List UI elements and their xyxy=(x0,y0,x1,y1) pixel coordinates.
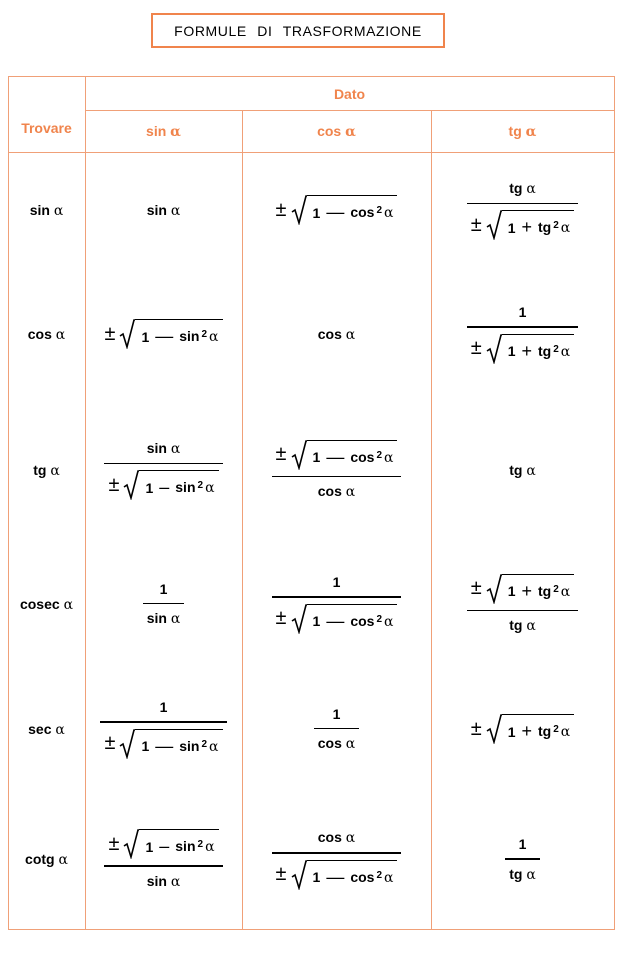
formula-cell xyxy=(242,540,431,668)
operator: — xyxy=(326,866,345,887)
operator: + xyxy=(521,217,533,238)
function-name: cos xyxy=(27,325,52,342)
operator: – xyxy=(159,836,170,857)
alpha-symbol: α xyxy=(560,583,571,600)
numeral: 1 xyxy=(332,705,341,722)
plus-minus-symbol: ± xyxy=(275,607,287,630)
function-term xyxy=(350,449,393,466)
fraction-bar xyxy=(143,603,185,605)
root-expression xyxy=(471,574,575,604)
function-name: tg xyxy=(538,582,552,599)
function-name: tg xyxy=(538,342,552,359)
root-expression xyxy=(104,729,222,759)
formula-cell xyxy=(242,400,431,540)
function-term xyxy=(350,204,393,221)
square-root xyxy=(486,334,575,364)
plain-expression xyxy=(509,180,536,197)
denominator xyxy=(314,735,359,752)
function-term xyxy=(509,462,536,478)
formula-cell xyxy=(431,668,614,790)
fraction xyxy=(104,829,222,890)
function-term xyxy=(318,735,355,751)
formula-cell xyxy=(85,152,242,268)
alpha-symbol: α xyxy=(170,124,181,140)
function-name: cos xyxy=(317,123,342,139)
function-term xyxy=(147,440,181,456)
function-name: cos xyxy=(317,735,342,752)
numerator xyxy=(104,829,222,859)
row-label-sec xyxy=(8,668,85,790)
square-root xyxy=(291,604,398,634)
alpha-symbol: α xyxy=(205,839,215,856)
function-name: sin xyxy=(146,123,167,139)
fraction-bar xyxy=(467,326,579,328)
alpha-symbol: α xyxy=(53,202,64,219)
exponent: 2 xyxy=(197,480,204,492)
plain-expression xyxy=(147,202,181,219)
numerator xyxy=(156,581,172,597)
radical-sign-icon xyxy=(486,334,502,364)
numeral: 1 xyxy=(145,838,154,855)
square-root xyxy=(291,195,398,225)
formula-cell xyxy=(242,152,431,268)
function-name: sin xyxy=(146,610,167,627)
plain-expression xyxy=(509,866,536,883)
operator: — xyxy=(326,202,345,222)
radicand xyxy=(502,210,575,240)
fraction-bar xyxy=(272,596,402,598)
function-name: cosec xyxy=(19,595,60,612)
fraction xyxy=(272,574,402,634)
alpha-symbol: α xyxy=(526,618,536,635)
plus-minus-symbol: ± xyxy=(470,717,482,740)
row-label-tg xyxy=(8,400,85,540)
fraction xyxy=(314,706,359,753)
function-term xyxy=(509,866,536,882)
header-find xyxy=(8,111,85,144)
alpha-symbol: α xyxy=(560,220,571,237)
operator: + xyxy=(521,340,533,361)
root-expression xyxy=(471,334,575,364)
title-text: FORMULE DI TRASFORMAZIONE xyxy=(174,22,422,39)
numeral: 1 xyxy=(507,343,516,360)
radical-sign-icon xyxy=(291,860,307,890)
row-label-text xyxy=(30,202,64,219)
numerator xyxy=(505,180,540,197)
exponent: 2 xyxy=(376,205,382,216)
row-label-text xyxy=(33,462,60,479)
function-name: tg xyxy=(509,179,523,196)
column-header-cos xyxy=(242,111,431,152)
function-name: cos xyxy=(317,325,342,342)
plain-expression xyxy=(318,829,355,846)
numerator xyxy=(272,440,402,470)
alpha-symbol: α xyxy=(384,449,394,466)
numeral: 1 xyxy=(312,613,321,630)
radicand xyxy=(139,829,218,859)
plain-expression xyxy=(318,326,355,343)
numeral: 1 xyxy=(518,304,527,321)
function-name: tg xyxy=(538,219,552,236)
denominator xyxy=(143,610,185,627)
denominator xyxy=(467,210,579,240)
radical-sign-icon xyxy=(123,470,139,500)
root-expression xyxy=(104,319,222,349)
exponent: 2 xyxy=(201,738,208,750)
numeral: 1 xyxy=(312,204,321,221)
alpha-symbol: α xyxy=(345,484,356,501)
function-name: cos xyxy=(350,204,375,220)
function-term xyxy=(538,219,570,236)
exponent: 2 xyxy=(376,613,382,625)
denominator xyxy=(104,470,222,500)
function-name: tg xyxy=(509,865,523,882)
fraction-bar xyxy=(272,852,402,854)
function-name: tg xyxy=(509,461,523,478)
root-expression xyxy=(108,470,218,500)
plus-minus-symbol: ± xyxy=(108,473,120,496)
row-label-cos xyxy=(8,268,85,400)
numeral: 1 xyxy=(332,574,341,591)
formula-cell xyxy=(431,268,614,400)
alpha-symbol: α xyxy=(170,202,181,219)
row-label-cotg xyxy=(8,790,85,929)
alpha-symbol: α xyxy=(560,724,571,740)
alpha-symbol: α xyxy=(55,326,66,343)
denominator xyxy=(100,729,226,759)
function-name: cos xyxy=(317,483,342,500)
function-term xyxy=(350,869,393,886)
numerator xyxy=(515,304,531,320)
table-border-bottom xyxy=(8,929,614,930)
numeral: 1 xyxy=(507,723,516,740)
exponent: 2 xyxy=(553,583,559,595)
square-root xyxy=(119,319,222,349)
radicand xyxy=(502,334,575,364)
square-root xyxy=(291,860,398,890)
function-term xyxy=(179,738,218,755)
function-name: sec xyxy=(28,720,52,737)
function-name: sin xyxy=(179,328,200,344)
numeral: 1 xyxy=(159,580,168,597)
operator: — xyxy=(155,326,174,346)
formula-cell xyxy=(85,668,242,790)
formula-cell xyxy=(85,540,242,668)
plus-minus-symbol: ± xyxy=(108,832,120,855)
function-term xyxy=(179,328,218,345)
row-label-text xyxy=(28,326,65,343)
plain-expression xyxy=(509,462,536,479)
radicand xyxy=(135,319,222,349)
row-label-text xyxy=(25,851,68,868)
plain-expression xyxy=(318,483,355,500)
exponent: 2 xyxy=(376,869,382,881)
function-name: cotg xyxy=(25,851,55,867)
formula-cell xyxy=(85,268,242,400)
plus-minus-symbol: ± xyxy=(275,863,287,886)
function-term xyxy=(538,583,570,600)
root-expression xyxy=(471,714,575,744)
fraction xyxy=(104,440,222,501)
root-expression xyxy=(471,210,575,240)
row-label-text xyxy=(20,596,73,613)
fraction-bar xyxy=(467,610,579,612)
root-expression xyxy=(276,440,398,470)
function-term xyxy=(318,326,355,342)
formula-cell xyxy=(85,400,242,540)
radicand xyxy=(307,195,398,225)
fraction-bar xyxy=(104,463,222,465)
header-given-text: Dato xyxy=(333,85,366,102)
function-name: sin xyxy=(146,872,167,889)
numeral: 1 xyxy=(312,449,321,466)
function-name: sin xyxy=(29,201,50,218)
alpha-symbol: α xyxy=(384,869,394,886)
root-expression xyxy=(276,604,398,634)
function-term xyxy=(147,610,181,626)
fraction xyxy=(100,699,226,759)
numeral: 1 xyxy=(507,219,516,236)
radicand xyxy=(307,860,398,890)
operator: — xyxy=(155,735,174,756)
fraction xyxy=(505,836,540,883)
alpha-symbol: α xyxy=(345,326,356,343)
alpha-symbol: α xyxy=(345,124,356,140)
function-name: cos xyxy=(317,829,342,846)
numerator xyxy=(515,836,531,852)
operator: – xyxy=(159,477,170,498)
function-term xyxy=(538,343,570,360)
function-name: cos xyxy=(350,448,375,465)
fraction-bar xyxy=(314,728,359,730)
radicand xyxy=(502,574,575,604)
table-border-right xyxy=(614,76,615,930)
numeral: 1 xyxy=(518,836,527,853)
exponent: 2 xyxy=(553,343,559,355)
radicand xyxy=(307,440,398,470)
formula-cell xyxy=(242,268,431,400)
function-name: tg xyxy=(509,617,523,634)
radicand xyxy=(502,714,575,744)
radicand xyxy=(135,729,222,759)
function-name: cos xyxy=(350,868,375,885)
fraction xyxy=(467,180,579,241)
exponent: 2 xyxy=(201,329,208,340)
root-expression xyxy=(108,829,218,859)
function-name: sin xyxy=(175,479,196,496)
square-root xyxy=(123,829,218,859)
plus-minus-symbol: ± xyxy=(470,213,482,236)
radicand xyxy=(307,604,398,634)
function-term xyxy=(147,202,181,218)
row-label-cosec xyxy=(8,540,85,668)
alpha-symbol: α xyxy=(170,873,181,890)
fraction xyxy=(467,304,579,364)
radicand xyxy=(139,470,218,500)
square-root xyxy=(291,440,398,470)
alpha-symbol: α xyxy=(560,343,571,360)
operator: + xyxy=(521,721,533,741)
formula-cell xyxy=(242,668,431,790)
function-term xyxy=(350,613,393,630)
alpha-symbol: α xyxy=(63,596,74,613)
radical-sign-icon xyxy=(119,729,135,759)
alpha-symbol: α xyxy=(384,613,394,630)
exponent: 2 xyxy=(553,220,559,232)
numeral: 1 xyxy=(159,699,168,716)
operator: — xyxy=(326,610,345,631)
function-name: sin xyxy=(146,201,167,218)
denominator xyxy=(505,866,540,883)
alpha-symbol: α xyxy=(58,852,68,868)
square-root xyxy=(119,729,222,759)
radical-sign-icon xyxy=(123,829,139,859)
operator: + xyxy=(521,580,533,601)
radical-sign-icon xyxy=(291,440,307,470)
denominator xyxy=(467,334,579,364)
denominator xyxy=(505,617,540,634)
column-header-sin xyxy=(85,111,242,152)
fraction-bar xyxy=(100,721,226,723)
fraction xyxy=(467,574,579,635)
function-term xyxy=(175,838,214,855)
alpha-symbol: α xyxy=(50,462,60,479)
alpha-symbol: α xyxy=(526,462,536,479)
plain-expression xyxy=(509,617,536,634)
function-name: cos xyxy=(350,612,375,629)
column-header-tg xyxy=(431,111,614,152)
exponent: 2 xyxy=(197,839,204,851)
formula-cell xyxy=(431,540,614,668)
alpha-symbol: α xyxy=(525,124,537,140)
column-header-text xyxy=(509,123,537,140)
radical-sign-icon xyxy=(486,574,502,604)
function-term xyxy=(318,829,355,845)
fraction xyxy=(272,440,402,501)
radical-sign-icon xyxy=(486,714,502,744)
root-expression xyxy=(276,195,398,225)
formula-cell xyxy=(431,152,614,268)
numerator xyxy=(329,706,345,722)
alpha-symbol: α xyxy=(345,736,356,753)
denominator xyxy=(143,873,185,890)
numerator xyxy=(156,699,172,715)
radical-sign-icon xyxy=(291,195,307,225)
function-term xyxy=(509,617,536,633)
formula-cell xyxy=(85,790,242,929)
function-name: tg xyxy=(538,723,552,739)
function-name: sin xyxy=(179,737,200,754)
alpha-symbol: α xyxy=(209,329,219,345)
radical-sign-icon xyxy=(119,319,135,349)
formula-cell xyxy=(242,790,431,929)
exponent: 2 xyxy=(553,724,559,735)
plus-minus-symbol: ± xyxy=(470,577,482,600)
function-term xyxy=(318,483,355,499)
alpha-symbol: α xyxy=(205,480,215,497)
alpha-symbol: α xyxy=(209,738,219,755)
numeral: 1 xyxy=(141,738,150,755)
radical-sign-icon xyxy=(291,604,307,634)
column-header-text xyxy=(146,123,181,140)
square-root xyxy=(486,714,575,744)
numerator xyxy=(329,574,345,590)
operator: — xyxy=(326,446,345,467)
fraction-bar xyxy=(467,203,579,205)
numeral: 1 xyxy=(145,479,154,496)
column-header-text xyxy=(317,123,356,140)
plus-minus-symbol: ± xyxy=(275,198,287,221)
denominator xyxy=(314,483,359,500)
function-term xyxy=(147,873,181,889)
plain-expression xyxy=(147,610,181,627)
radical-sign-icon xyxy=(486,210,502,240)
numerator xyxy=(143,440,185,457)
square-root xyxy=(486,210,575,240)
function-term xyxy=(538,723,570,740)
plain-expression xyxy=(318,735,355,752)
denominator xyxy=(272,604,402,634)
exponent: 2 xyxy=(376,449,382,461)
square-root xyxy=(486,574,575,604)
square-root xyxy=(123,470,218,500)
formula-cell xyxy=(431,790,614,929)
numeral: 1 xyxy=(507,583,516,600)
alpha-symbol: α xyxy=(170,440,181,457)
function-term xyxy=(175,479,214,496)
header-given xyxy=(85,77,614,110)
plain-expression xyxy=(147,873,181,890)
fraction-bar xyxy=(104,865,222,867)
alpha-symbol: α xyxy=(526,180,536,197)
function-name: tg xyxy=(508,123,522,139)
header-find-text: Trovare xyxy=(21,119,72,136)
alpha-symbol: α xyxy=(384,205,394,221)
fraction-bar xyxy=(505,858,540,860)
plus-minus-symbol: ± xyxy=(470,337,482,360)
fraction xyxy=(143,581,185,628)
alpha-symbol: α xyxy=(170,611,181,628)
formula-cell xyxy=(431,400,614,540)
denominator xyxy=(272,860,402,890)
root-expression xyxy=(276,860,398,890)
numerator xyxy=(467,574,579,604)
function-name: sin xyxy=(175,838,196,855)
function-term xyxy=(509,180,536,196)
fraction-bar xyxy=(272,476,402,478)
function-name: tg xyxy=(33,461,47,478)
row-label-sin xyxy=(8,152,85,268)
plus-minus-symbol: ± xyxy=(275,443,287,466)
plain-expression xyxy=(147,440,181,457)
alpha-symbol: α xyxy=(345,830,356,847)
numeral: 1 xyxy=(141,328,150,345)
plus-minus-symbol: ± xyxy=(104,322,116,345)
numeral: 1 xyxy=(312,869,321,886)
fraction xyxy=(272,829,402,890)
numerator xyxy=(314,829,359,846)
alpha-symbol: α xyxy=(526,866,536,883)
plus-minus-symbol: ± xyxy=(104,732,116,755)
function-name: sin xyxy=(146,439,167,456)
row-label-text xyxy=(28,721,65,738)
alpha-symbol: α xyxy=(55,721,65,738)
